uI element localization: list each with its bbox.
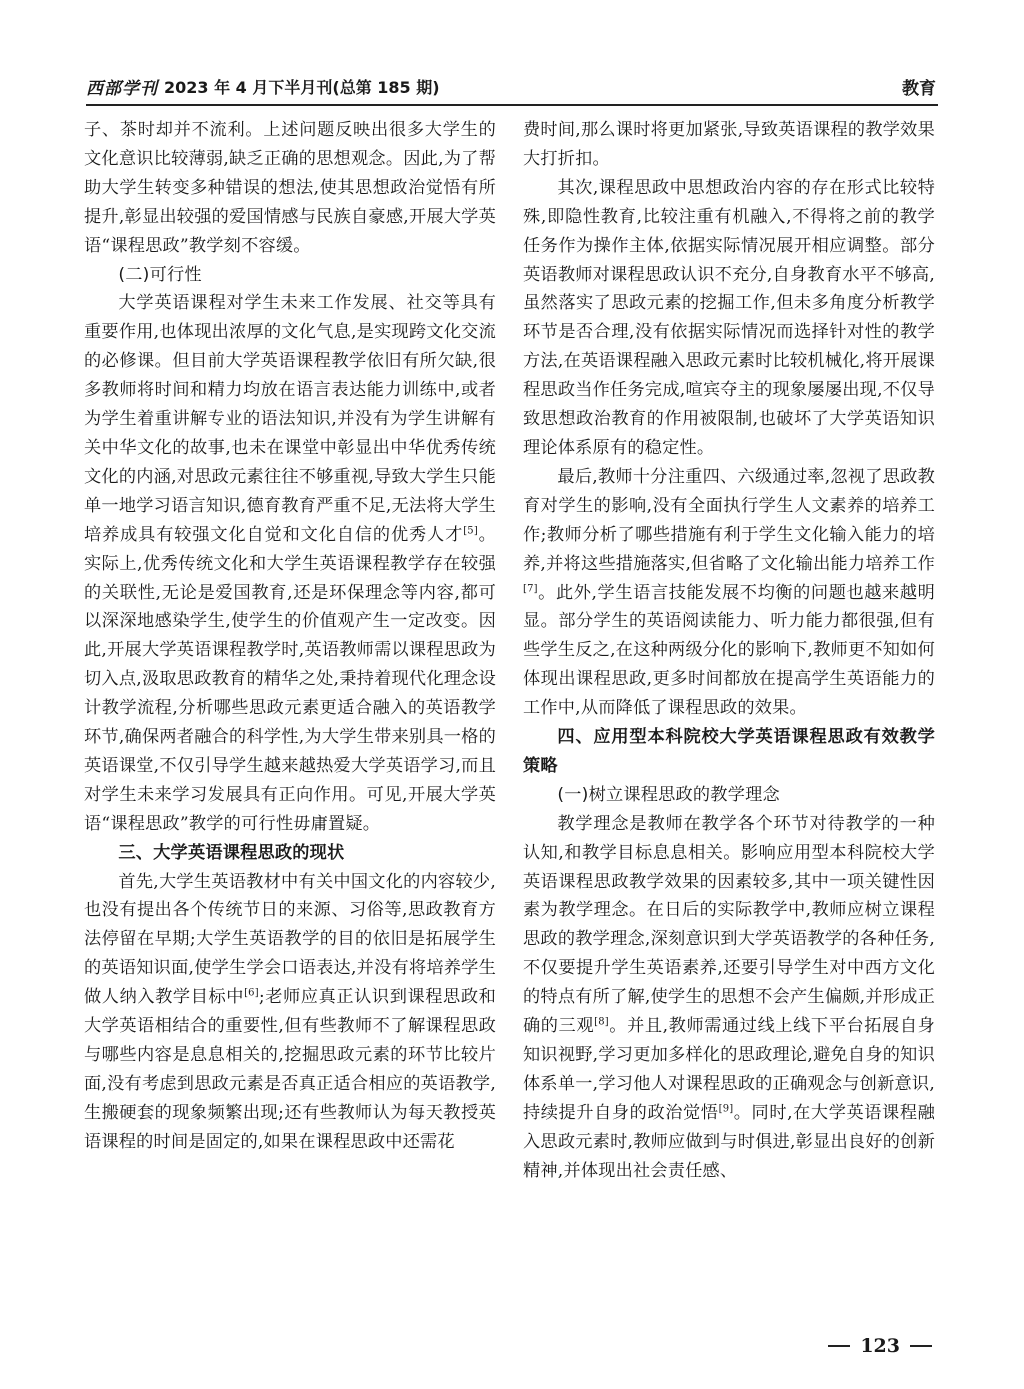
subheading-feasibility: (二)可行性 (118, 264, 202, 285)
left-column (84, 116, 496, 1157)
paragraph (523, 463, 935, 723)
issue-info: 2023 年 4 月下半月刊(总第 185 期) (164, 78, 440, 97)
paragraph-text: 教学理念是教师在教学各个环节对待教学的一种认知,和教学目标息息相关。影响应用型本科院校大学英语课程思政教学效果的因素较多,其中一项关键性因素为教学理念。在日后的实际教学中,教师应树立课程思政的教学理念,深刻意识到大学英语教学的各种任务,不仅要提升学生英语素养,还要引导学生对中西方文化的特点有所了解,使学生的思想不会产生偏颇,并形成正确的三观 (523, 813, 935, 1037)
paragraph-text: 。此外,学生语言技能发展不均衡的问题也越来越明显。部分学生的英语阅读能力、听力能力都很强,但有些学生反之,在这种两级分化的影响下,教师更不知如何体现出课程思政,更多时间都放在提高学生英语能力的工作中,从而降低了课程思政的效果。 (523, 582, 935, 719)
dash-right (910, 1345, 932, 1347)
page-number (828, 1335, 932, 1357)
paragraph-text: 首先,大学生英语教材中有关中国文化的内容较少,也没有提出各个传统节日的来源、习俗等,思政教育方法停留在早期;大学生英语教学的目的依旧是拓展学生的英语知识面,使学生学会口语表达,并没有将培养学生做人纳入教学目标中 (84, 871, 496, 1008)
journal-name: 西部学刊 (86, 79, 158, 99)
paragraph: 其次,课程思政中思想政治内容的存在形式比较特殊,即隐性教育,比较注重有机融入,不得将之前的教学任务作为操作主体,依据实际情况展开相应调整。部分英语教师对课程思政认识不充分,自身教育水平不够高,虽然落实了思政元素的挖掘工作,但未多角度分析教学环节是否合理,没有依据实际情况而选择针对性的教学方法,在英语课程融入思政元素时比较机械化,将开展课程思政当作任务完成,喧宾夺主的现象屡屡出现,不仅导致思想政治教育的作用被限制,也破坏了大学英语知识理论体系原有的稳定性。 (523, 177, 935, 458)
citation-ref: [7] (523, 582, 538, 594)
paragraph (523, 810, 935, 1186)
paragraph-text: 大学英语课程对学生未来工作发展、社交等具有重要作用,也体现出浓厚的文化气息,是实现跨文化交流的必修课。但目前大学英语课程教学依旧有所欠缺,很多教师将时间和精力均放在语言表达能力训练中,或者为学生着重讲解专业的语法知识,并没有为学生讲解有关中华文化的故事,也未在课堂中彰显出中华优秀传统文化的内涵,对思政元素往往不够重视,导致大学生只能单一地学习语言知识,德育教育严重不足,无法将大学生培养成具有较强文化自觉和文化自信的优秀人才 (84, 293, 496, 545)
page-header (86, 72, 938, 106)
right-column (523, 116, 935, 1186)
citation-ref: [9] (718, 1103, 734, 1115)
citation-ref: [5] (463, 524, 478, 536)
paragraph-text: 最后,教师十分注重四、六级通过率,忽视了思政教育对学生的影响,没有全面执行学生人文素养的培养工作;教师分析了哪些措施有利于学生文化输入能力的培养,并将这些措施落实,但省略了文化输出能力培养工作 (523, 466, 935, 574)
paragraph-text: ;老师应真正认识到课程思政和大学英语相结合的重要性,但有些教师不了解课程思政与哪些内容是息息相关的,挖掘思政元素的环节比较片面,没有考虑到思政元素是否真正适合相应的英语教学,生搬硬套的现象频繁出现;还有些教师认为每天教授英语课程的时间是固定的,如果在课程思政中还需花 (84, 987, 497, 1152)
paragraph-text: 。同时,在大学英语课程融入思政元素时,教师应做到与时俱进,彰显出良好的创新精神,并体现出社会责任感、 (523, 1102, 935, 1181)
citation-ref: [6] (244, 987, 259, 999)
paragraph-text: 。并且,教师需通过线上线下平台拓展自身知识视野,学习更加多样化的思政理论,避免自身的知识体系单一,学习他人对课程思政的正确观念与创新意识,持续提升自身的政治觉悟 (523, 1016, 935, 1123)
dash-left (828, 1345, 850, 1347)
section-heading-strategy: 四、应用型本科院校大学英语课程思政有效教学策略 (523, 727, 935, 776)
paragraph-text: 。实际上,优秀传统文化和大学生英语课程教学存在较强的关联性,无论是爱国教育,还是环保理念等内容,都可以深深地感染学生,使学生的价值观产生一定改变。因此,开展大学英语课程教学时,英语教师需以课程思政为切入点,汲取思政教育的精华之处,秉持着现代化理念设计教学流程,分析哪些思政元素更适合融入的英语教学环节,确保两者融合的科学性,为大学生带来别具一格的英语课堂,不仅引导学生越来越热爱大学英语学习,而且对学生未来学习发展具有正向作用。可见,开展大学英语“课程思政”教学的可行性毋庸置疑。 (84, 524, 497, 834)
paragraph (84, 868, 496, 1157)
section-label: 教育 (902, 79, 936, 99)
citation-ref: [8] (594, 1016, 609, 1028)
subheading-concept: (一)树立课程思政的教学理念 (557, 784, 780, 805)
page-number-text: 123 (860, 1335, 900, 1357)
paragraph: 费时间,那么课时将更加紧张,导致英语课程的教学效果大打折扣。 (523, 120, 935, 169)
section-heading-status: 三、大学英语课程思政的现状 (118, 842, 345, 863)
paragraph (84, 289, 496, 838)
paragraph: 子、茶时却并不流利。上述问题反映出很多大学生的文化意识比较薄弱,缺乏正确的思想观念。因此,为了帮助大学生转变多种错误的想法,使其思想政治觉悟有所提升,彰显出较强的爱国情感与民族自豪感,开展大学英语“课程思政”教学刻不容缓。 (84, 120, 496, 256)
